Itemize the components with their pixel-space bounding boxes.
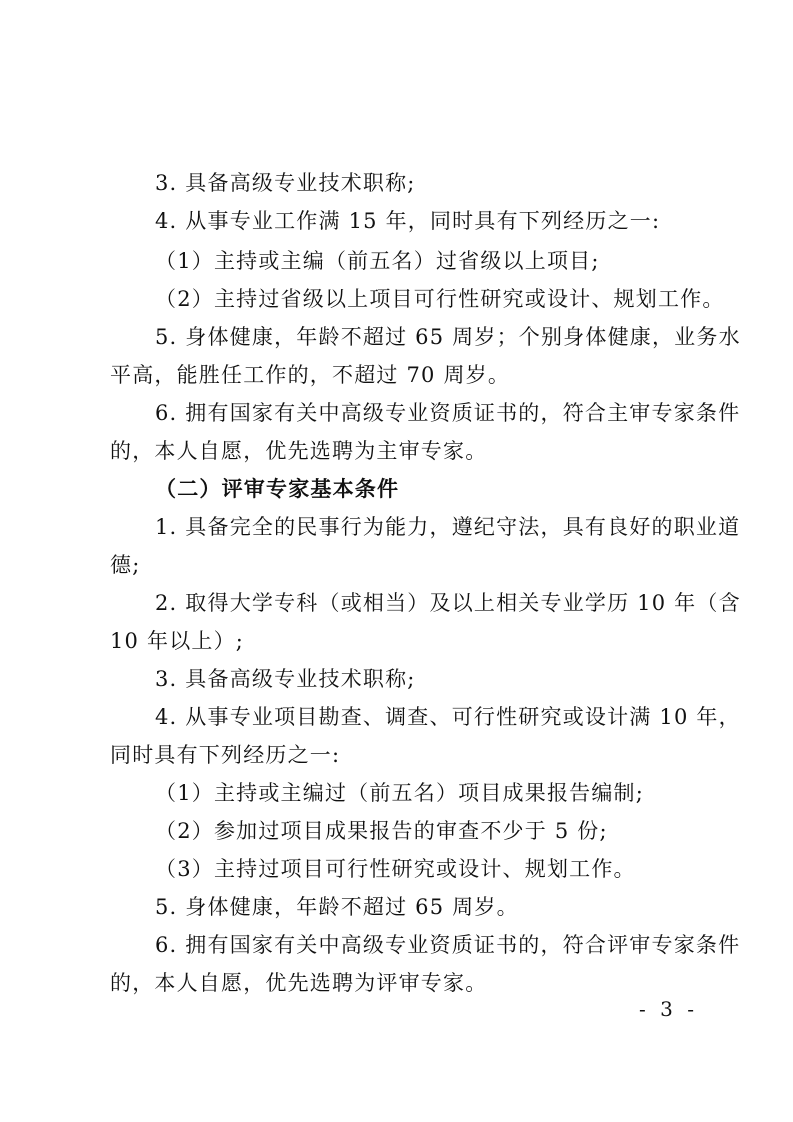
section-heading: （二）评审专家基本条件 [155,476,400,501]
paragraph-line: 5. 身体健康，年龄不超过 65 周岁；个别身体健康，业务水 [155,325,741,349]
paragraph-line: 6. 拥有国家有关中高级专业资质证书的，符合评审专家条件 [155,933,741,957]
list-item: （2）主持过省级以上项目可行性研究或设计、规划工作。 [155,287,725,311]
list-item: （3）主持过项目可行性研究或设计、规划工作。 [155,857,636,881]
paragraph-line: 6. 拥有国家有关中高级专业资质证书的，符合主审专家条件 [155,401,741,425]
paragraph-line: 平高，能胜任工作的，不超过 70 周岁。 [110,363,511,387]
paragraph-line: 3. 具备高级专业技术职称; [155,667,416,691]
paragraph-line: 1. 具备完全的民事行为能力，遵纪守法，具有良好的职业道 [155,515,741,539]
paragraph-line: 的，本人自愿，优先选聘为评审专家。 [110,971,488,995]
paragraph-line: 5. 身体健康，年龄不超过 65 周岁。 [155,895,519,919]
list-item: （1）主持或主编（前五名）过省级以上项目; [155,249,600,273]
paragraph-line: 10 年以上）; [110,629,245,653]
paragraph-line: 4. 从事专业项目勘查、调查、可行性研究或设计满 10 年， [155,705,741,729]
paragraph-line: 3. 具备高级专业技术职称; [155,171,416,195]
paragraph-line: 2. 取得大学专科（或相当）及以上相关专业学历 10 年（含 [155,591,741,615]
paragraph-line: 德; [110,553,141,577]
list-item: （2）参加过项目成果报告的审查不少于 5 份; [155,819,608,843]
paragraph-line: 同时具有下列经历之一: [110,743,341,767]
paragraph-line: 4. 从事专业工作满 15 年，同时具有下列经历之一: [155,209,661,233]
page-number: - 3 - [639,997,698,1021]
list-item: （1）主持或主编过（前五名）项目成果报告编制; [155,781,645,805]
paragraph-line: 的，本人自愿，优先选聘为主审专家。 [110,439,488,463]
